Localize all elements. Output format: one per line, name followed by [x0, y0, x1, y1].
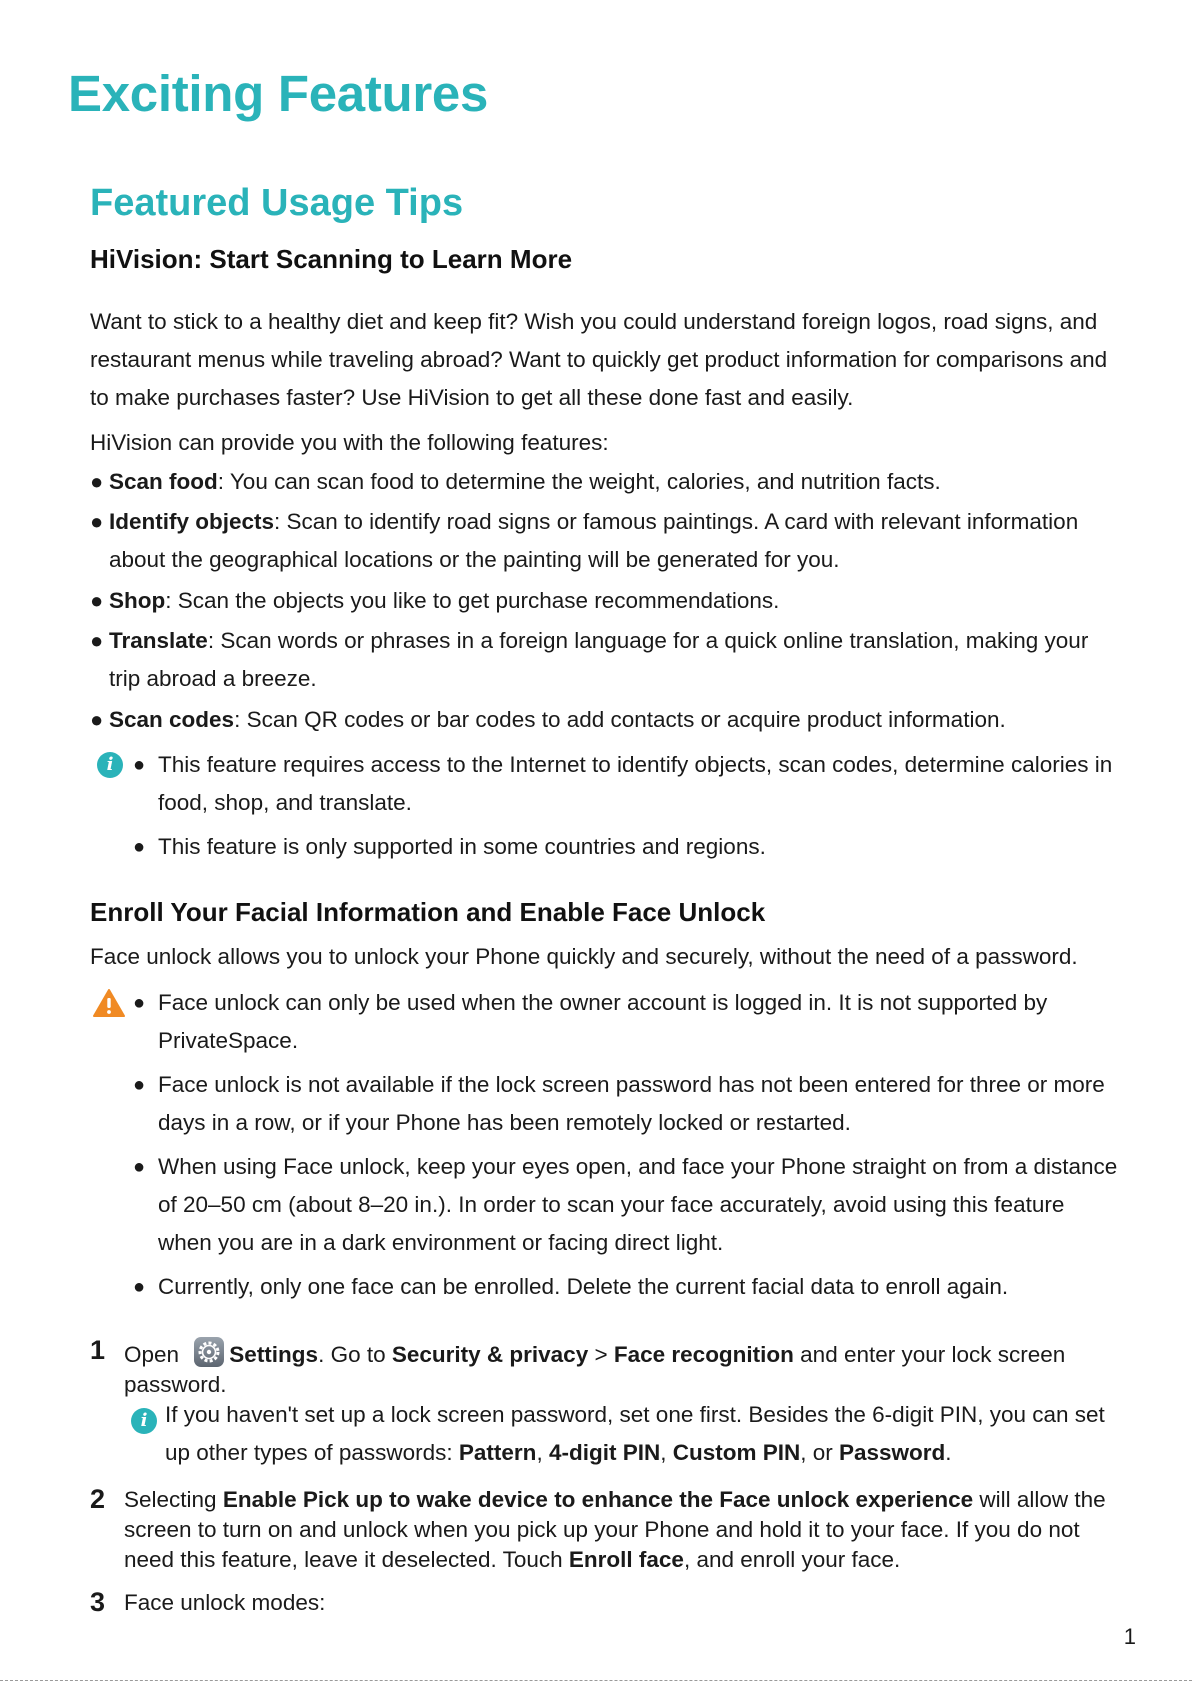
step-1-note — [165, 1396, 1125, 1472]
feature-item-translate — [90, 622, 1120, 698]
feature-term: Scan codes — [109, 707, 235, 732]
feature-term: Identify objects — [109, 509, 275, 534]
feature-desc: : Scan the objects you like to get purchase recommendations. — [165, 588, 780, 613]
path-separator: > — [588, 1342, 614, 1367]
feature-item-scan-food — [90, 463, 1120, 501]
feature-item-identify-objects — [90, 503, 1120, 579]
step-number: 3 — [90, 1587, 106, 1617]
pin4-label: 4-digit PIN — [548, 1440, 661, 1465]
enroll-face-label: Enroll face — [568, 1547, 684, 1572]
face-warning-3 — [133, 1148, 1123, 1262]
feature-item-scan-codes — [90, 701, 1120, 739]
step-text: Selecting — [124, 1487, 223, 1512]
hivision-intro: Want to stick to a healthy diet and keep fit? Wish you could understand foreign logos, road signs, and restaurant menus while traveling abroad? Want to quickly get product information for comparisons and to make purchases faster? Use HiVision to get all these done fast and easily. — [90, 309, 1108, 410]
info-icon: i — [97, 752, 123, 778]
separator: , or — [800, 1440, 839, 1465]
face-warning-1 — [133, 984, 1123, 1060]
bullet: ● — [90, 588, 104, 613]
note-text: If you haven't set up a lock screen password, set one first. Besides the 6-digit PIN, you can set up other types of passwords: — [165, 1402, 1105, 1465]
note-text: This feature is only supported in some countries and regions. — [158, 834, 766, 859]
face-recognition-label: Face recognition — [613, 1342, 794, 1367]
face-intro: Face unlock allows you to unlock your Phone quickly and securely, without the need of a password. — [90, 944, 1078, 969]
step-text: . Go to — [318, 1342, 392, 1367]
step-number: 1 — [90, 1335, 106, 1365]
pattern-label: Pattern — [458, 1440, 537, 1465]
feature-desc: : You can scan food to determine the weight, calories, and nutrition facts. — [217, 469, 941, 494]
separator: , — [660, 1440, 673, 1465]
bullet: ● — [90, 469, 104, 494]
feature-desc: : Scan words or phrases in a foreign language for a quick online translation, making your trip abroad a breeze. — [109, 628, 1089, 691]
section-title: Featured Usage Tips — [90, 182, 464, 224]
security-privacy-label: Security & privacy — [391, 1342, 589, 1367]
hivision-features-intro: HiVision can provide you with the following features: — [90, 430, 609, 455]
face-heading: Enroll Your Facial Information and Enable Face Unlock — [90, 897, 766, 927]
bullet: ● — [90, 707, 104, 732]
hivision-note-1 — [133, 746, 1123, 822]
step-text: will allow the screen to turn on and unlock when you pick up your Phone and hold it to your face. If you do not need this feature, leave it deselected. Touch — [124, 1487, 1106, 1572]
separator: , — [536, 1440, 549, 1465]
separator: . — [945, 1440, 952, 1465]
footer-divider — [0, 1680, 1192, 1681]
page-number: 1 — [1123, 1624, 1136, 1649]
feature-item-shop — [90, 582, 1120, 620]
feature-desc: : Scan to identify road signs or famous paintings. A card with relevant information about the geographical locations or the painting will be generated for you. — [109, 509, 1079, 572]
step-2 — [124, 1485, 1124, 1575]
bullet: ● — [133, 1074, 146, 1096]
warning-text: When using Face unlock, keep your eyes open, and face your Phone straight on from a distance of 20–50 cm (about 8–20 in.). In order to scan your face accurately, avoid using this feature when you are in a dark environment or facing direct light. — [158, 1154, 1118, 1255]
step-text: , and enroll your face. — [683, 1547, 901, 1572]
warning-text: Face unlock can only be used when the owner account is logged in. It is not supported by PrivateSpace. — [158, 990, 1048, 1053]
hivision-heading: HiVision: Start Scanning to Learn More — [90, 244, 573, 274]
bullet: ● — [90, 509, 104, 534]
bullet: ● — [90, 628, 104, 653]
feature-desc: : Scan QR codes or bar codes to add contacts or acquire product information. — [234, 707, 1006, 732]
info-icon: i — [131, 1408, 157, 1434]
password-label: Password — [839, 1440, 946, 1465]
bullet: ● — [133, 754, 146, 776]
warning-icon — [92, 988, 126, 1018]
feature-term: Translate — [109, 628, 208, 653]
feature-term: Shop — [109, 588, 166, 613]
bullet: ● — [133, 992, 146, 1014]
step-1 — [124, 1336, 1124, 1400]
settings-label: Settings — [229, 1342, 319, 1367]
bullet: ● — [133, 1156, 146, 1178]
bullet: ● — [133, 1276, 146, 1298]
custom-pin-label: Custom PIN — [672, 1440, 801, 1465]
step-number: 2 — [90, 1484, 106, 1514]
feature-term: Scan food — [109, 469, 218, 494]
warning-text: Face unlock is not available if the lock screen password has not been entered for three or more days in a row, or if your Phone has been remotely locked or restarted. — [158, 1072, 1105, 1135]
face-warning-4 — [133, 1268, 1123, 1306]
face-warning-2 — [133, 1066, 1123, 1142]
chapter-title: Exciting Features — [68, 65, 489, 122]
step-text: and enter your lock screen password. — [124, 1342, 1066, 1397]
step-3: Face unlock modes: — [124, 1590, 326, 1615]
step-text: Open — [124, 1342, 186, 1367]
bullet: ● — [133, 836, 146, 858]
hivision-note-2 — [133, 828, 1123, 866]
note-text: This feature requires access to the Internet to identify objects, scan codes, determine calories in food, shop, and translate. — [158, 752, 1113, 815]
pickup-wake-option-label: Enable Pick up to wake device to enhance the Face unlock experience — [222, 1487, 974, 1512]
warning-text: Currently, only one face can be enrolled. Delete the current facial data to enroll again. — [158, 1274, 1009, 1299]
settings-gear-icon — [193, 1336, 225, 1368]
